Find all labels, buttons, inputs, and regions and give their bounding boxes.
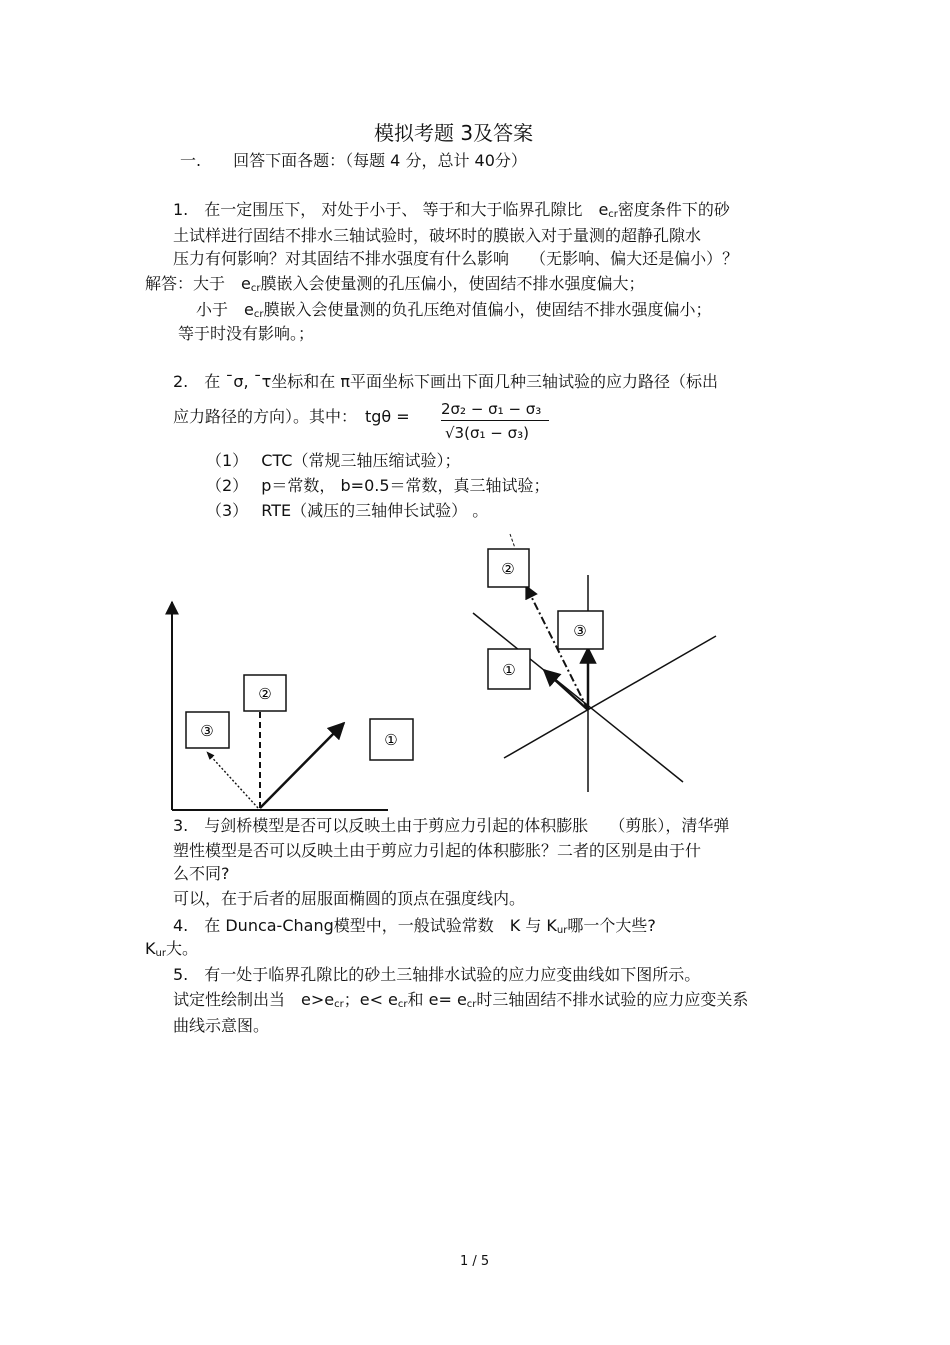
q2-item-1: （1） CTC（常规三轴压缩试验）； xyxy=(206,451,461,470)
q5-line1: 5. 有一处于临界孔隙比的砂土三轴排水试验的应力应变曲线如下图所示。 xyxy=(173,965,701,984)
q3-line1: 3. 与剑桥模型是否可以反映土由于剪应力引起的体积膨胀 （剪胀），清华弹 xyxy=(173,816,730,835)
q2-line2: 应力路径的方向）。其中： tgθ = xyxy=(173,407,410,426)
pi-label-1: ① xyxy=(502,661,516,679)
page-number: 1 / 5 xyxy=(460,1254,490,1269)
pi-path-1-arrow xyxy=(544,670,588,710)
q4-answer: $K_{ur}$大。 xyxy=(145,939,198,959)
q4-line1: 4. 在 Dunca-Chang模型中，一般试验常数 K 与 $K_{ur}$哪一个大些? xyxy=(173,916,656,936)
pi-label-2: ② xyxy=(501,560,515,578)
pi-box-2-tick xyxy=(510,534,515,548)
section-header: 一. 回答下面各题：（每题 4 分，总计 40分） xyxy=(180,151,527,170)
q1-line3: 压力有何影响？对其固结不排水强度有什么影响 （无影响、偏大还是偏小）？ xyxy=(173,249,739,268)
left-label-3: ③ xyxy=(200,722,214,740)
q3-answer: 可以，在于后者的屈服面椭圆的顶点在强度线内。 xyxy=(173,889,526,908)
q5-line2: 试定性绘制出当 $e>e_{cr}$；$e< e_{cr}$和 $e= e_{cr}$时三轴固结不排水试验的应力应变关系 xyxy=(173,990,749,1010)
q3-line3: 么不同? xyxy=(173,864,230,883)
q1-answer-3: 等于时没有影响。； xyxy=(178,324,315,343)
q2-item-2: （2） p＝常数， b=0.5＝常数，真三轴试验； xyxy=(206,476,550,495)
q3-line2: 塑性模型是否可以反映土由于剪应力引起的体积膨胀？二者的区别是由于什 xyxy=(173,841,702,860)
formula-denominator: √3(σ₁ − σ₃) xyxy=(445,424,529,442)
q1-answer-2: 小于 $e_{cr}$膜嵌入会使量测的负孔压绝对值偏小，使固结不排水强度偏小； xyxy=(196,300,712,320)
left-label-2: ② xyxy=(258,685,272,703)
page-title: 模拟考题 3及答案 xyxy=(374,121,534,145)
left-path-1-arrow xyxy=(260,723,344,808)
q1-answer-1: 解答：大于 $e_{cr}$膜嵌入会使量测的孔压偏小，使固结不排水强度偏大； xyxy=(145,274,645,294)
q2-line1: 2. 在 ¯σ, ¯τ坐标和在 π平面坐标下画出下面几种三轴试验的应力路径（标出 xyxy=(173,372,719,391)
left-path-3-dotted xyxy=(207,752,258,808)
q5-line3: 曲线示意图。 xyxy=(173,1016,270,1035)
pi-axis-left-down xyxy=(504,636,716,758)
formula-numerator: 2σ₂ − σ₁ − σ₃ xyxy=(441,400,542,418)
q2-item-3: （3） RTE（减压的三轴伸长试验） 。 xyxy=(206,501,489,520)
q1-line2: 土试样进行固结不排水三轴试验时，破坏时的膜嵌入对于量测的超静孔隙水 xyxy=(173,226,702,245)
q1-line1: 1. 在一定围压下， 对处于小于、 等于和大于临界孔隙比 $e_{cr}$密度条件下的砂 xyxy=(173,200,730,220)
pi-label-3: ③ xyxy=(573,622,587,640)
left-label-1: ① xyxy=(384,731,398,749)
